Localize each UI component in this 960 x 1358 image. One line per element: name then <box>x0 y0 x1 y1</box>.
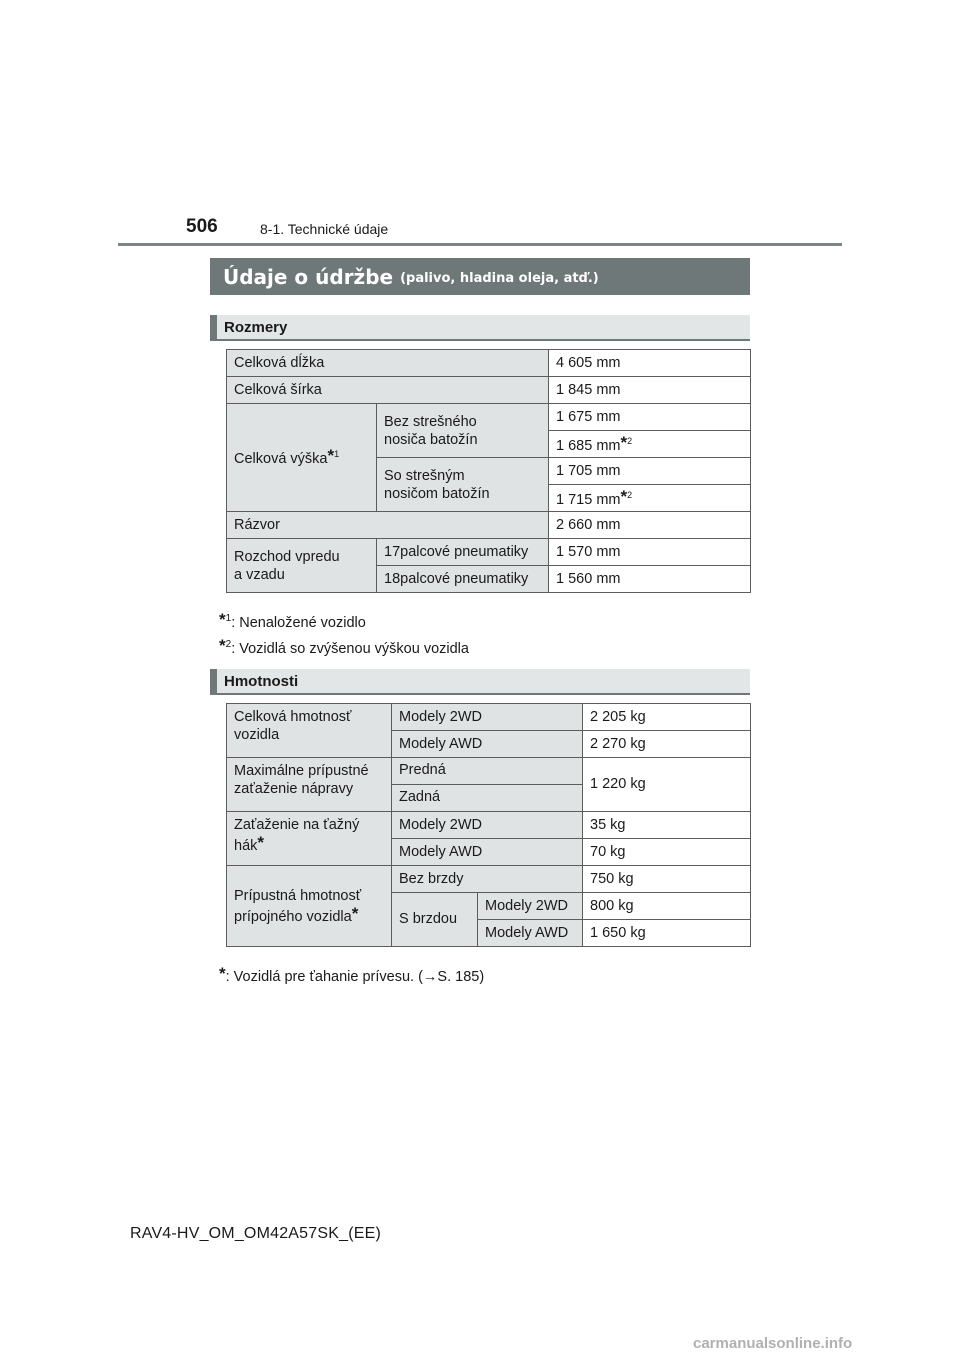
watermark: carmanualsonline.info <box>693 1335 853 1352</box>
table-row <box>227 866 751 893</box>
trailer-weight-cell <box>227 866 392 947</box>
page-title: Údaje o údržbe <box>223 264 394 289</box>
tire-18-label: 18palcové pneumatiky <box>377 566 549 593</box>
section-label: 8-1. Technické údaje <box>260 221 389 237</box>
asterisk-mark: * <box>620 486 628 506</box>
dimensions-heading <box>210 315 750 341</box>
roof-rack-value-2-cell <box>549 485 751 512</box>
table-row <box>227 377 751 404</box>
table-row <box>227 350 751 377</box>
axle-load-cell <box>227 758 392 812</box>
asterisk-mark: * <box>351 903 359 923</box>
footnote-towing <box>219 964 484 985</box>
axle-load-value: 1 220 kg <box>583 758 751 812</box>
table-row <box>227 404 751 431</box>
gross-weight-line2: vozidla <box>234 727 280 743</box>
axle-load-line1: Maximálne prípustné <box>234 763 369 779</box>
tire-18-value: 1 560 mm <box>549 566 751 593</box>
brakes-awd-value: 1 650 kg <box>583 920 751 947</box>
roof-rack-value-1: 1 705 mm <box>549 458 751 485</box>
footnote-raised-height <box>219 636 469 657</box>
gross-weight-line1: Celková hmotnosť <box>234 709 352 725</box>
footnote-mark: 1 <box>225 613 232 625</box>
dimensions-table <box>226 349 751 593</box>
hitch-load-line1: Zaťaženie na ťažný <box>234 817 360 833</box>
wheelbase-value: 2 660 mm <box>549 512 751 539</box>
footnote-mark: 1 <box>334 449 340 460</box>
footnote-mark: 2 <box>627 489 633 500</box>
document-code: RAV4-HV_OM_OM42A57SK_(EE) <box>130 1225 382 1242</box>
gross-weight-cell <box>227 704 392 758</box>
hitch-load-cell <box>227 812 392 866</box>
gross-2wd-value: 2 205 kg <box>583 704 751 731</box>
no-roof-rack-value-2-cell <box>549 431 751 458</box>
brakes-2wd-label: Modely 2WD <box>478 893 583 920</box>
no-roof-rack-line1: Bez strešného <box>384 413 477 430</box>
weights-table <box>226 703 751 947</box>
wheelbase-label: Rázvor <box>227 512 549 539</box>
asterisk-mark: * <box>327 446 335 465</box>
table-row <box>227 512 751 539</box>
trailer-weight-line2: prípojného vozidla <box>234 908 352 925</box>
footnote-text: : Vozidlá pre ťahanie prívesu. ( <box>225 969 423 985</box>
total-height-label: Celková výška <box>234 451 328 467</box>
page-title-banner <box>210 258 750 295</box>
roof-rack-line1: So strešným <box>384 467 465 484</box>
no-roof-rack-cell <box>377 404 549 458</box>
gross-awd-label: Modely AWD <box>392 731 583 758</box>
hitch-awd-label: Modely AWD <box>392 839 583 866</box>
no-roof-rack-line2: nosiča batožín <box>384 431 478 448</box>
with-brakes-label: S brzdou <box>392 893 478 947</box>
footnote-text: : Vozidlá so zvýšenou výškou vozidla <box>231 641 469 657</box>
header-divider <box>118 243 842 246</box>
table-row <box>227 704 751 731</box>
axle-front-label: Predná <box>392 758 583 785</box>
footnote-mark: 2 <box>627 435 633 446</box>
track-line1: Rozchod vpredu <box>234 548 340 565</box>
asterisk-mark: * <box>620 432 628 452</box>
tire-17-value: 1 570 mm <box>549 539 751 566</box>
hitch-awd-value: 70 kg <box>583 839 751 866</box>
table-row <box>227 758 751 785</box>
roof-rack-line2: nosičom batožín <box>384 485 490 502</box>
total-length-label: Celková dĺžka <box>227 350 549 377</box>
total-width-label: Celková šírka <box>227 377 549 404</box>
dimensions-heading-text: Rozmery <box>224 318 288 336</box>
total-length-value: 4 605 mm <box>549 350 751 377</box>
weights-heading-text: Hmotnosti <box>224 672 299 690</box>
no-brakes-value: 750 kg <box>583 866 751 893</box>
total-width-value: 1 845 mm <box>549 377 751 404</box>
tire-17-label: 17palcové pneumatiky <box>377 539 549 566</box>
brakes-2wd-value: 800 kg <box>583 893 751 920</box>
asterisk-mark: * <box>219 636 226 655</box>
asterisk-mark: * <box>219 610 226 629</box>
no-roof-rack-value-1: 1 675 mm <box>549 404 751 431</box>
track-line2: a vzadu <box>234 566 285 583</box>
roof-rack-cell <box>377 458 549 512</box>
no-roof-rack-value-2: 1 685 mm <box>556 437 621 454</box>
hitch-2wd-label: Modely 2WD <box>392 812 583 839</box>
axle-load-line2: zaťaženie nápravy <box>234 781 354 797</box>
trailer-weight-line1: Prípustná hmotnosť <box>234 887 362 904</box>
table-row <box>227 812 751 839</box>
weights-heading <box>210 669 750 695</box>
asterisk-mark: * <box>219 964 226 983</box>
no-brakes-label: Bez brzdy <box>392 866 583 893</box>
footnote-mark: 2 <box>225 639 232 651</box>
brakes-awd-label: Modely AWD <box>478 920 583 947</box>
hitch-2wd-value: 35 kg <box>583 812 751 839</box>
footnote-unladen <box>219 610 366 631</box>
page-number: 506 <box>186 216 218 237</box>
page-subtitle: (palivo, hladina oleja, atď.) <box>400 271 599 286</box>
gross-awd-value: 2 270 kg <box>583 731 751 758</box>
gross-2wd-label: Modely 2WD <box>392 704 583 731</box>
asterisk-mark: * <box>257 833 265 852</box>
axle-rear-label: Zadná <box>392 785 583 812</box>
arrow-right-icon: → <box>422 969 438 985</box>
footnote-text: : Nenaložené vozidlo <box>231 615 366 631</box>
table-row <box>227 539 751 566</box>
roof-rack-value-2: 1 715 mm <box>556 491 621 508</box>
total-height-cell <box>227 404 377 512</box>
hitch-load-line2: hák <box>234 838 258 854</box>
page-reference: S. 185) <box>437 969 485 985</box>
track-cell <box>227 539 377 593</box>
